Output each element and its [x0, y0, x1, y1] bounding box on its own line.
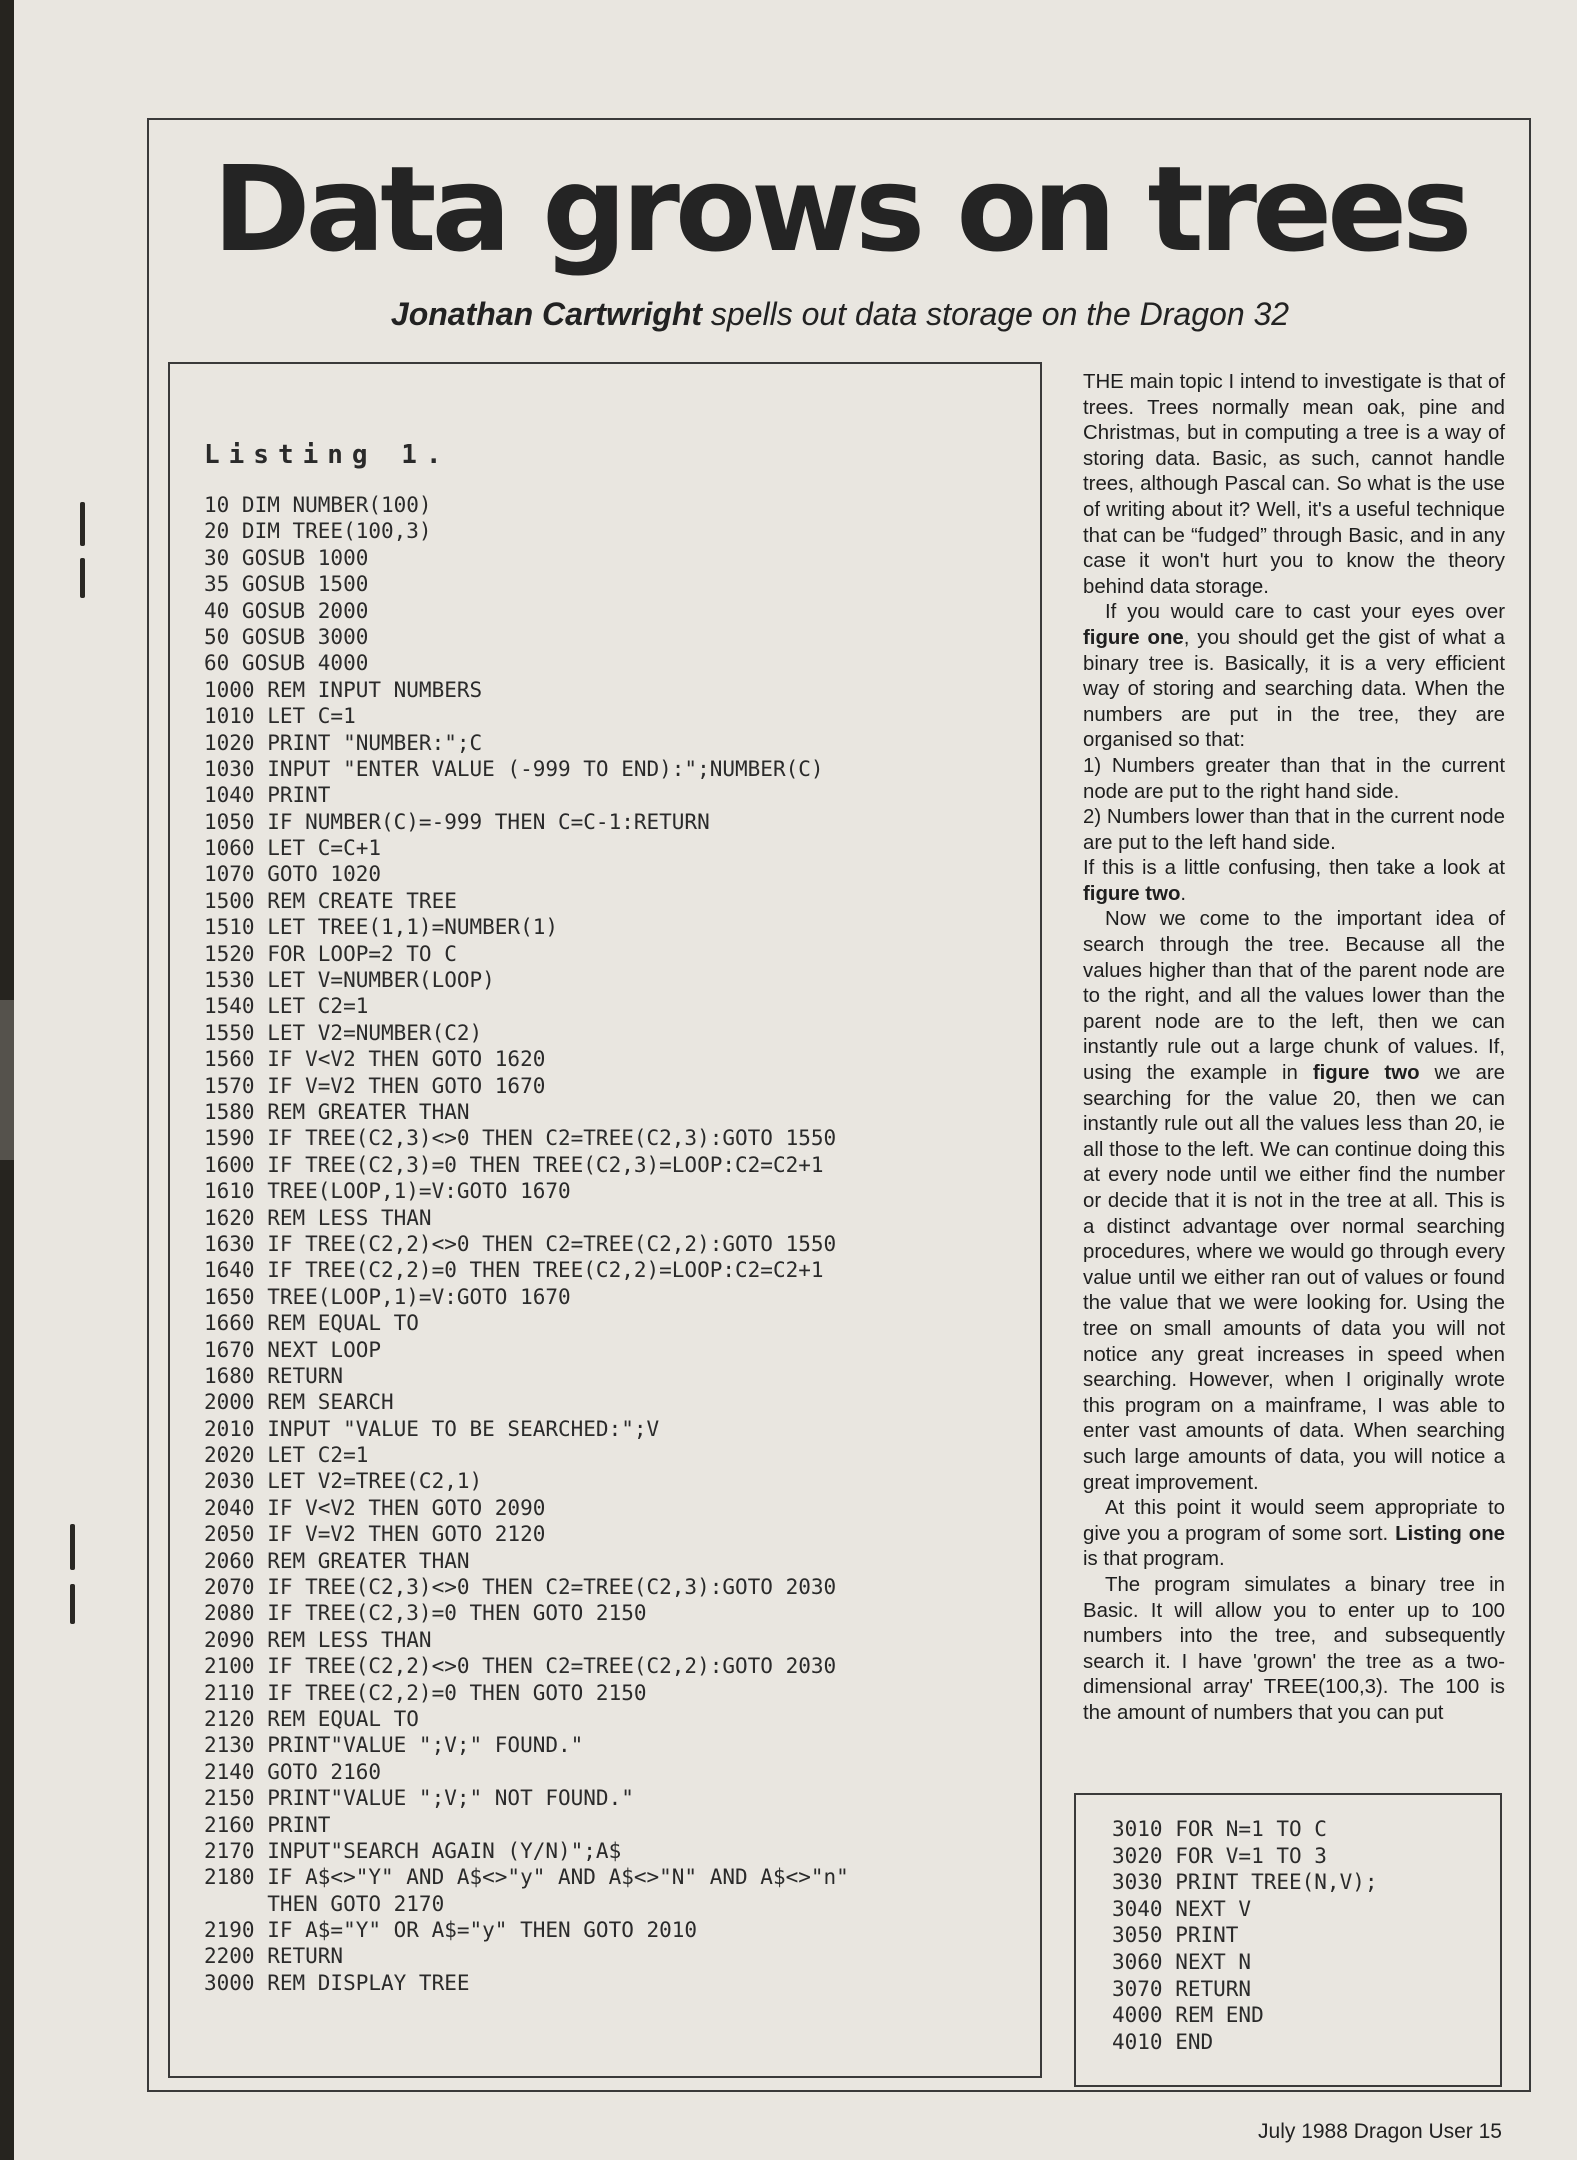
code-line: 1520 FOR LOOP=2 TO C [204, 941, 457, 966]
code-line: 1530 LET V=NUMBER(LOOP) [204, 968, 495, 993]
code-line: 40 GOSUB 2000 [204, 598, 369, 623]
figure-reference: figure one [1083, 626, 1184, 649]
code-line: 2170 INPUT"SEARCH AGAIN (Y/N)";A$ [204, 1838, 622, 1863]
code-line: 1050 IF NUMBER(C)=-999 THEN C=C-1:RETURN [204, 809, 710, 834]
rule-item: 2) Numbers lower than that in the current node are put to the left hand side. [1083, 806, 1505, 854]
code-line: 1550 LET V2=NUMBER(C2) [204, 1020, 483, 1045]
code-line: 50 GOSUB 3000 [204, 624, 369, 649]
code-line: 2080 IF TREE(C2,3)=0 THEN GOTO 2150 [204, 1601, 647, 1626]
code-line: THEN GOTO 2170 [204, 1891, 445, 1916]
code-line: 35 GOSUB 1500 [204, 572, 369, 597]
code-line: 2070 IF TREE(C2,3)<>0 THEN C2=TREE(C2,3):GOTO 2030 [204, 1575, 837, 1600]
article-paragraph: If this is a little confusing, then take a look at figure two. [1083, 857, 1505, 905]
code-line: 2040 IF V<V2 THEN GOTO 2090 [204, 1495, 546, 1520]
code-line: 4010 END [1112, 2029, 1214, 2054]
code-line: 2000 REM SEARCH [204, 1390, 394, 1415]
code-line: 3020 FOR V=1 TO 3 [1112, 1843, 1327, 1868]
code-line: 60 GOSUB 4000 [204, 651, 369, 676]
code-line: 20 DIM TREE(100,3) [204, 519, 432, 544]
code-line: 1570 IF V=V2 THEN GOTO 1670 [204, 1073, 546, 1098]
code-line: 3040 NEXT V [1112, 1896, 1252, 1921]
article-paragraph: Now we come to the important idea of search through the tree. Because all the values higher than that of the parent node are to the right, and all the values lower than the parent node are to the left, then we can instantly rule out a large chunk of values. If, using the example in figure two we are searching for the value 20, then we can instantly rule out all the values less than 20, ie all those to the left. We can continue doing this at every node until we either find the number or decide that it is not in the tree at all. This is a distinct advantage over normal searching procedures, where we would go through every value until we either ran out of values or found the value that we were looking for. Using the tree on small amounts of data you will not notice any great increases in speed when searching. However, when I originally wrote this program on a mainframe, I was able to enter vast amounts of data. When searching such large amounts of data, you will notice a great improvement. [1083, 908, 1505, 1494]
code-line: 1610 TREE(LOOP,1)=V:GOTO 1670 [204, 1179, 571, 1204]
code-line: 2140 GOTO 2160 [204, 1759, 382, 1784]
listing-code [204, 492, 849, 1996]
article-title: Data grows on trees [212, 140, 1468, 278]
punch-mark [80, 558, 85, 598]
code-line: 1540 LET C2=1 [204, 994, 369, 1019]
article-paragraph: If you would care to cast your eyes over figure one, you should get the gist of what a binary tree is. Basically, it is a very efficient way of storing and searching data. When the numbers are put in the tree, they are organised so that: [1083, 601, 1505, 752]
code-line: 4000 REM END [1112, 2003, 1264, 2028]
code-line: 2190 IF A$="Y" OR A$="y" THEN GOTO 2010 [204, 1918, 698, 1943]
article-paragraph: At this point it would seem appropriate to give you a program of some sort. Listing one is that program. [1083, 1497, 1505, 1571]
punch-mark [80, 502, 85, 546]
code-line: 2130 PRINT"VALUE ";V;" FOUND." [204, 1733, 584, 1758]
code-line: 1030 INPUT "ENTER VALUE (-999 TO END):";NUMBER(C) [204, 756, 824, 781]
code-line: 2200 RETURN [204, 1944, 344, 1969]
code-line: 1580 REM GREATER THAN [204, 1099, 470, 1124]
code-line: 1650 TREE(LOOP,1)=V:GOTO 1670 [204, 1284, 571, 1309]
page-footer: July 1988 Dragon User 15 [1258, 2120, 1502, 2143]
code-line: 3030 PRINT TREE(N,V); [1112, 1870, 1378, 1895]
subtitle-text: spells out data storage on the Dragon 32 [702, 296, 1290, 332]
code-line: 1640 IF TREE(C2,2)=0 THEN TREE(C2,2)=LOOP:C2=C2+1 [204, 1258, 824, 1283]
code-line: 3000 REM DISPLAY TREE [204, 1970, 470, 1995]
code-line: 3060 NEXT N [1112, 1949, 1252, 1974]
code-line: 2060 REM GREATER THAN [204, 1548, 470, 1573]
code-line: 1060 LET C=C+1 [204, 836, 382, 861]
code-line: 1680 RETURN [204, 1363, 344, 1388]
code-line: 2100 IF TREE(C2,2)<>0 THEN C2=TREE(C2,2):GOTO 2030 [204, 1654, 837, 1679]
code-line: 2120 REM EQUAL TO [204, 1706, 419, 1731]
code-line: 2010 INPUT "VALUE TO BE SEARCHED:";V [204, 1416, 660, 1441]
code-line: 1510 LET TREE(1,1)=NUMBER(1) [204, 915, 559, 940]
binder-edge-shadow [0, 1000, 14, 1160]
code-line: 1500 REM CREATE TREE [204, 888, 457, 913]
code-line: 1660 REM EQUAL TO [204, 1311, 419, 1336]
code-line: 30 GOSUB 1000 [204, 545, 369, 570]
code-line: 2030 LET V2=TREE(C2,1) [204, 1469, 483, 1494]
punch-mark [70, 1584, 75, 1624]
code-line: 2160 PRINT [204, 1812, 331, 1837]
article-paragraph: The program simulates a binary tree in Basic. It will allow you to enter up to 100 numbers into the tree, and subsequently search it. I have 'grown' the tree as a two-dimensional array' TREE(100,3). The 100 is the amount of numbers that you can put [1083, 1573, 1505, 1724]
figure-reference: figure two [1083, 882, 1181, 905]
rule-item: 1) Numbers greater than that in the current node are put to the right hand side. [1083, 754, 1505, 803]
code-line: 1600 IF TREE(C2,3)=0 THEN TREE(C2,3)=LOOP:C2=C2+1 [204, 1152, 824, 1177]
code-line: 3050 PRINT [1112, 1923, 1239, 1948]
article-body [1083, 370, 1505, 1726]
code-line: 1620 REM LESS THAN [204, 1205, 432, 1230]
article-subtitle [150, 296, 1530, 333]
code-line: 1040 PRINT [204, 783, 331, 808]
listing-continuation-code [1112, 1816, 1378, 2055]
author-name: Jonathan Cartwright [390, 296, 703, 332]
figure-reference: figure two [1312, 1062, 1420, 1085]
code-line: 1590 IF TREE(C2,3)<>0 THEN C2=TREE(C2,3):GOTO 1550 [204, 1126, 837, 1151]
code-line: 2050 IF V=V2 THEN GOTO 2120 [204, 1522, 546, 1547]
code-line: 1560 IF V<V2 THEN GOTO 1620 [204, 1047, 546, 1072]
code-line: 2110 IF TREE(C2,2)=0 THEN GOTO 2150 [204, 1680, 647, 1705]
code-line: 2090 REM LESS THAN [204, 1627, 432, 1652]
code-line: 3010 FOR N=1 TO C [1112, 1817, 1327, 1841]
punch-mark [70, 1524, 75, 1570]
listing-title: Listing 1. [204, 440, 451, 470]
code-line: 1020 PRINT "NUMBER:";C [204, 730, 483, 755]
code-line: 1000 REM INPUT NUMBERS [204, 677, 483, 702]
listing-reference: Listing one [1395, 1522, 1505, 1545]
article-paragraph: THE main topic I intend to investigate is that of trees. Trees normally mean oak, pine and Christmas, but in computing a tree is a way of storing data. Basic, as such, cannot handle trees, although Pascal can. So what is the use of writing about it? Well, it's a useful technique that can be “fudged” through Basic, and in any case it won't hurt you to know the theory behind data storage. [1083, 371, 1505, 598]
code-line: 2150 PRINT"VALUE ";V;" NOT FOUND." [204, 1786, 634, 1811]
code-line: 1070 GOTO 1020 [204, 862, 382, 887]
code-line: 3070 RETURN [1112, 1976, 1252, 2001]
code-line: 10 DIM NUMBER(100) [204, 493, 432, 517]
code-line: 1630 IF TREE(C2,2)<>0 THEN C2=TREE(C2,2):GOTO 1550 [204, 1231, 837, 1256]
code-line: 1670 NEXT LOOP [204, 1337, 382, 1362]
code-line: 1010 LET C=1 [204, 704, 356, 729]
code-line: 2180 IF A$<>"Y" AND A$<>"y" AND A$<>"N" AND A$<>"n" [204, 1865, 849, 1890]
code-line: 2020 LET C2=1 [204, 1443, 369, 1468]
